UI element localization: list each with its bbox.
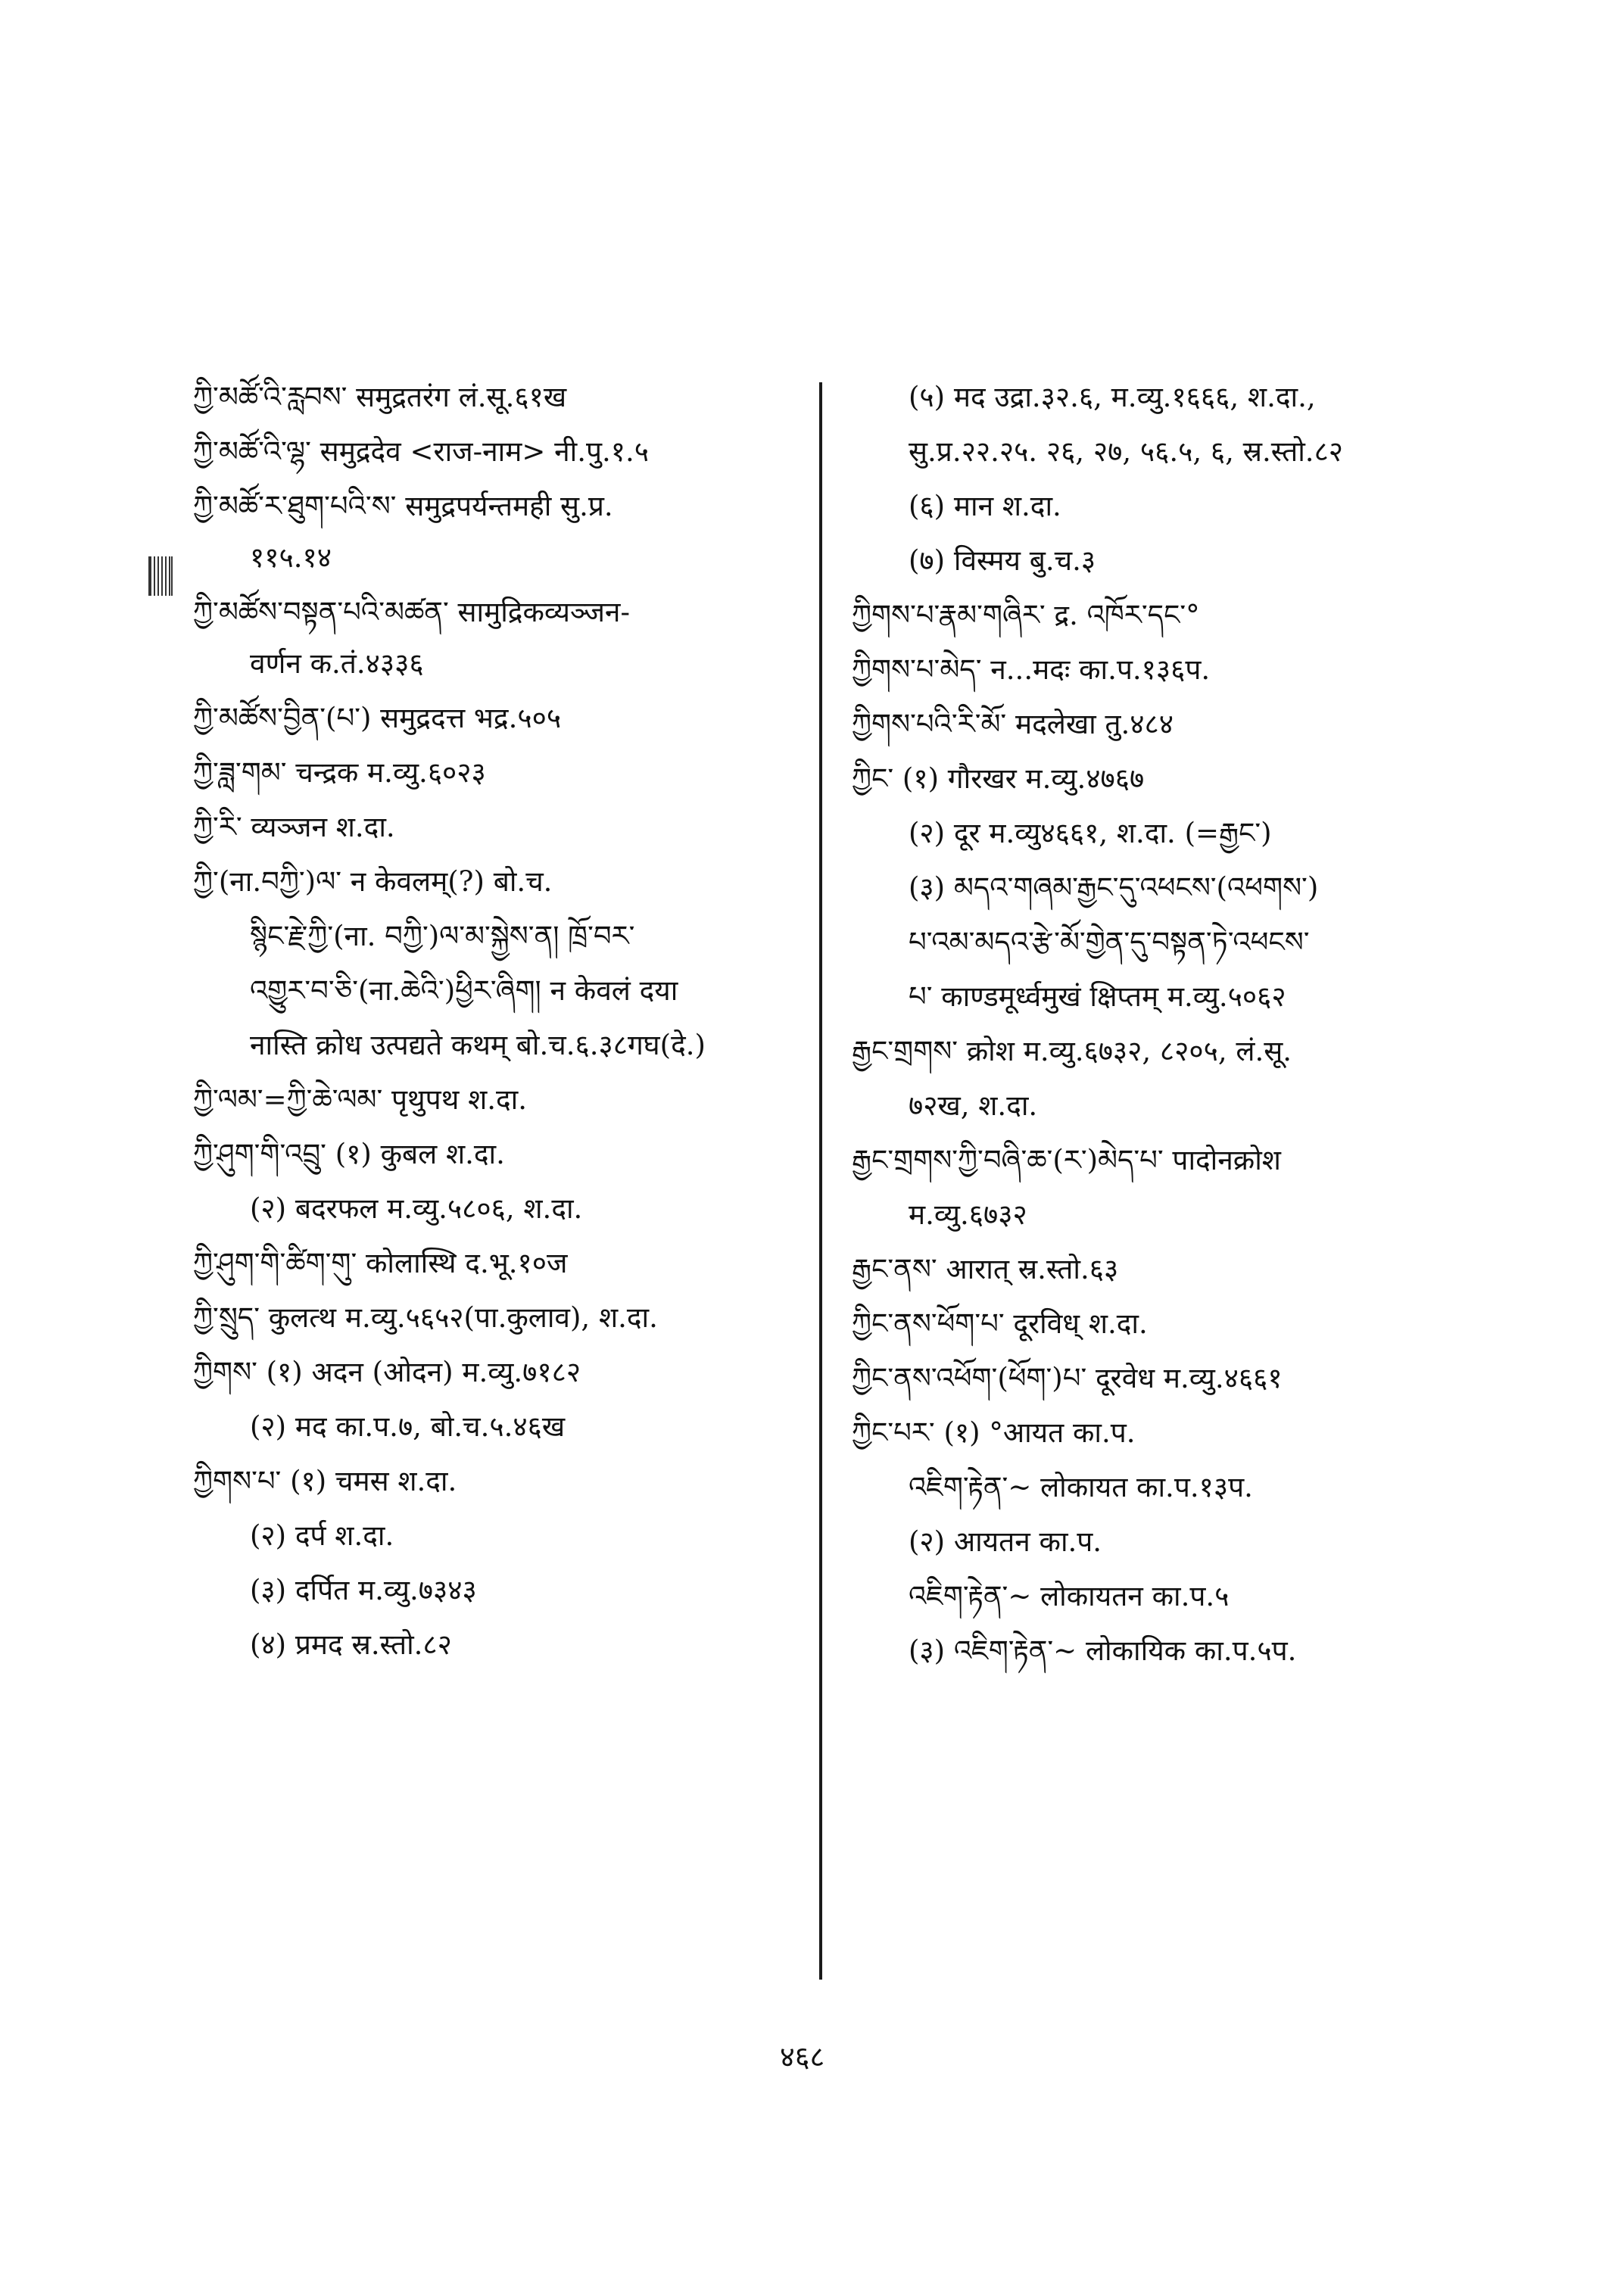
entry-line: ཀྱིགས་ (१) अदन (ओदन) म.व्यु.७१८२ <box>193 1356 581 1388</box>
entry-line: ཀྱི་མཚོ་འི་ལྷ་ समुद्रदेव <राज-नाम> नी.पु.१.५ <box>193 435 650 468</box>
entry-line: རྒྱང་ནས་ आरात् स्र.स्तो.६३ <box>852 1253 1119 1285</box>
entry-sub: འཇིག་རྟེན་~ लोकायतन का.प.५ <box>909 1580 1230 1612</box>
entry-sense: (२) आयतन का.प. <box>909 1525 1102 1558</box>
entry-sense: (२) दर्प श.दा. <box>250 1519 394 1552</box>
entry-continuation: འགྱུར་བ་ཅི་(ना.ཆེའི་)ཕྱིར་ཞིག། न केवलं दया <box>250 974 678 1007</box>
entry-line: ཀྱི་མཚོས་བསྟན་པའི་མཚན་ सामुद्रिकव्यञ्जन- <box>193 596 630 628</box>
entry-line: ཀྱི་ཟླ་གམ་ चन्द्रक म.व्यु.६०२३ <box>193 756 486 789</box>
entry-line: ཀྱི་རི་ व्यञ्जन श.दा. <box>193 811 395 843</box>
entry-line: ཀྱིགས་པ་ (१) चमस श.दा. <box>193 1465 457 1497</box>
entry-line: ཀྱིང་ནས་འཕོག་(ཕོག་)པ་ दूरवेध म.व्यु.४६६१ <box>852 1362 1283 1394</box>
entry-line: ཀྱི་སྲུད་ कुलत्थ म.व्यु.५६५२(पा.कुलाव), श.दा. <box>193 1301 658 1334</box>
entry-line: ཀྱིང་པར་ (१) °आयत का.प. <box>852 1416 1136 1449</box>
entry-line: ཀྱི་ལམ་=ཀྱི་ཆེ་ལམ་ पृथुपथ श.दा. <box>193 1083 528 1116</box>
entry-sense: (२) मद का.प.७, बो.च.५.४६ख <box>250 1410 566 1443</box>
entry-continuation: ७२ख, श.दा. <box>909 1089 1038 1122</box>
entry-sense: (६) मान श.दा. <box>909 490 1061 522</box>
entry-continuation: म.व्यु.६७३२ <box>909 1198 1027 1231</box>
entry-continuation: སྙིང་རྗེ་ཀྱི་(ना. བཀྱི་)ལ་མ་སྐྱེས་ན། ཁྲོ་བར་ <box>250 920 635 952</box>
margin-marker <box>148 556 173 596</box>
entry-continuation: ११५.१४ <box>250 541 332 574</box>
entry-continuation: པ་ काण्डमूर्ध्वमुखं क्षिप्तम् म.व्यु.५०६२ <box>909 980 1286 1013</box>
entry-sense: (३) འཇིག་རྟེན་~ लोकायिक का.प.५प. <box>909 1634 1297 1667</box>
entry-line: ཀྱི་མཚོ་ར་ཐུག་པའི་ས་ समुद्रपर्यन्तमही सु.प्र. <box>193 490 613 522</box>
entry-sense: (७) विस्मय बु.च.३ <box>909 544 1096 577</box>
entry-line: ཀྱིང་ (१) गौरखर म.व्यु.४७६७ <box>852 762 1145 795</box>
entry-sub: འཇིག་རྟེན་~ लोकायत का.प.१३प. <box>909 1471 1253 1503</box>
entry-line: ཀྱི་མཚོ་འི་རླབས་ समुद्रतरंग लं.सू.६१ख <box>193 381 567 413</box>
entry-sense: (५) मद उद्रा.३२.६, म.व्यु.१६६६, श.दा., <box>909 381 1316 413</box>
entry-line: ཀྱི་(ना.བཀྱི་)ལ་ न केवलम्(?) बो.च. <box>193 865 553 898</box>
entry-sense: (२) दूर म.व्यु४६६१, श.दा. (=རྒྱང་) <box>909 817 1272 849</box>
entry-line: ཀྱིགས་པ་རྣམ་གཞིར་ द्र. འཁོར་དང་° <box>852 599 1200 631</box>
entry-sense: (४) प्रमद स्र.स्तो.८२ <box>250 1628 452 1661</box>
entry-line: རྒྱང་གྲགས་ཀྱི་བཞི་ཆ་(ར་)མེད་པ་ पादोनक्रोश <box>852 1144 1281 1176</box>
entry-continuation: नास्ति क्रोध उत्पद्यते कथम् बो.च.६.३८गघ(दे.) <box>250 1029 706 1061</box>
entry-line: ཀྱིགས་པ་མེད་ न...मदः का.प.१३६प. <box>852 653 1211 686</box>
entry-continuation: པ་འམ་མདའ་རྩེ་མོ་གྱེན་དུ་བསྟན་ཏེ་འཕངས་ <box>909 926 1310 958</box>
left-column <box>193 379 799 1681</box>
entry-sense: (३) མདའ་གཞམ་རྒྱང་དུ་འཕངས་(འཕགས་) <box>909 871 1319 904</box>
entry-line: ཀྱི་ཤུག་གི་ཚིག་གུ་ कोलास्थि द.भू.१०ज <box>193 1247 568 1279</box>
entry-sense: (२) बदरफल म.व्यु.५८०६, श.दा. <box>250 1192 583 1225</box>
entry-line: ཀྱིགས་པའི་རི་མོ་ मदलेखा तु.४८४ <box>852 708 1174 740</box>
entry-line: ཀྱིང་ནས་ཕོག་པ་ दूरविध् श.दा. <box>852 1307 1148 1340</box>
right-column <box>852 379 1480 1687</box>
entry-line: ཀྱི་ཤུག་གི་འབྲུ་ (१) कुबल श.दा. <box>193 1138 505 1170</box>
column-divider <box>819 382 822 1980</box>
entry-continuation: सु.प्र.२२.२५. २६, २७, ५६.५, ६, स्र.स्तो.८२ <box>909 435 1344 468</box>
page-number: ४६८ <box>780 2040 825 2073</box>
entry-line: རྒྱང་གྲགས་ क्रोश म.व्यु.६७३२, ८२०५, लं.सू. <box>852 1035 1292 1067</box>
entry-continuation: वर्णन क.तं.४३३६ <box>250 647 424 680</box>
entry-line: ཀྱི་མཚོས་བྱིན་(པ་) समुद्रदत्त भद्र.५०५ <box>193 702 562 734</box>
entry-sense: (३) दर्पित म.व्यु.७३४३ <box>250 1574 477 1606</box>
